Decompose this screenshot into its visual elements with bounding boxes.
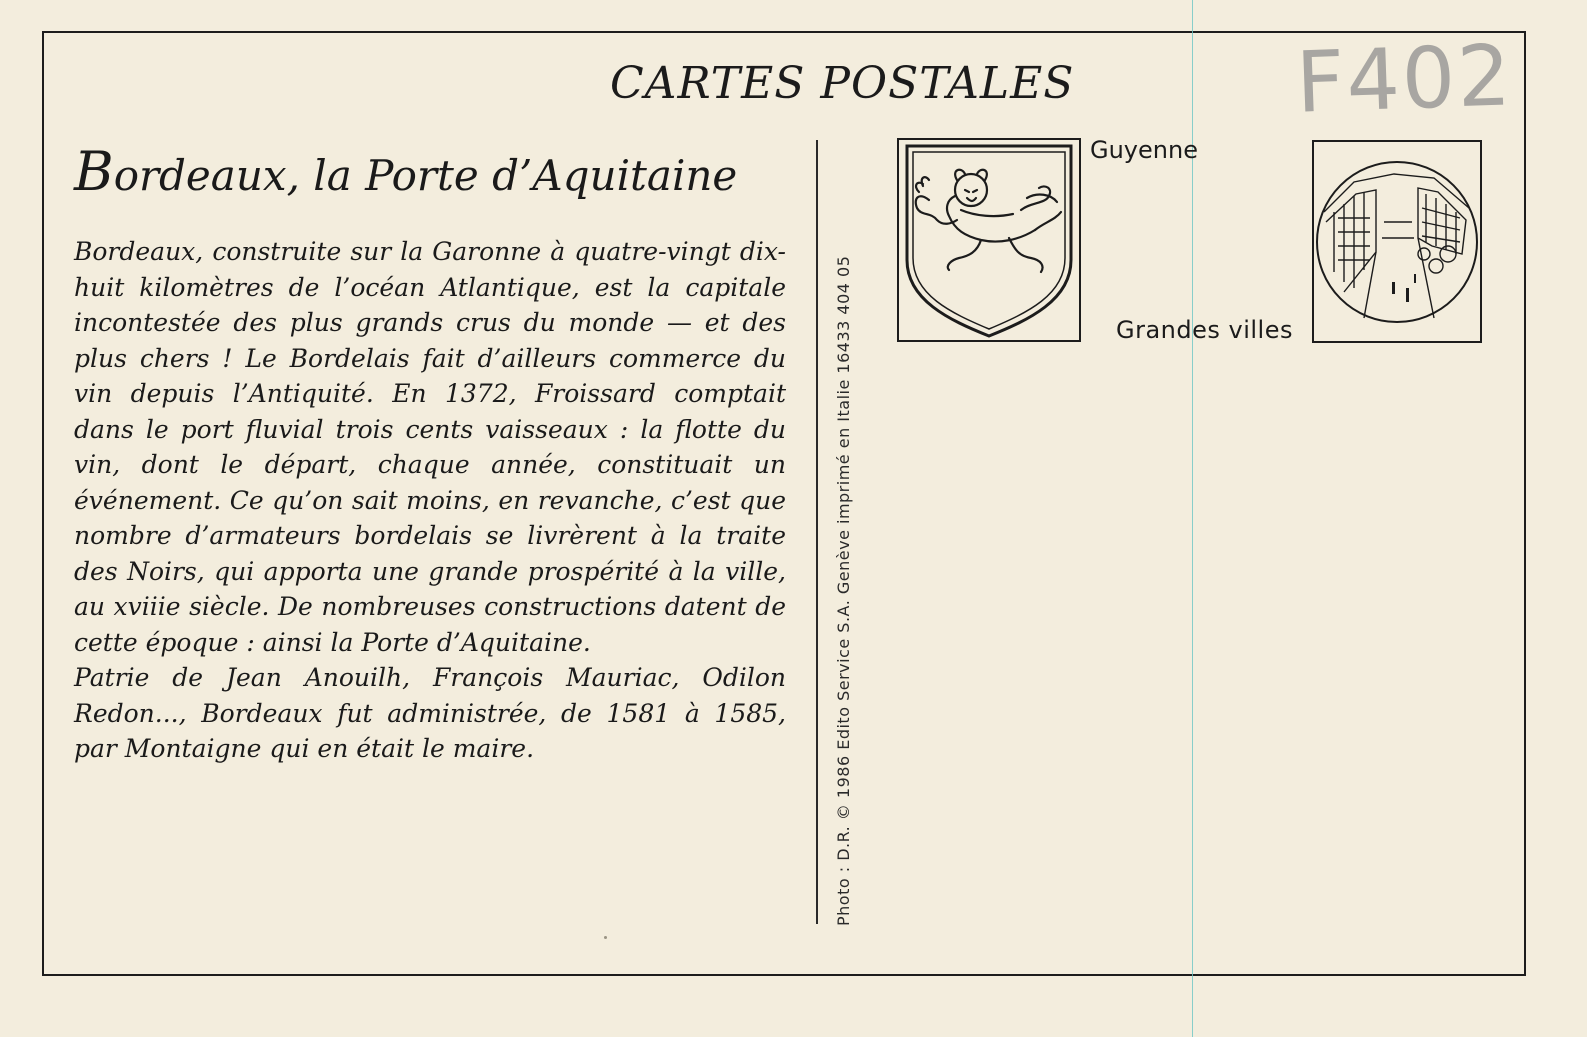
title-initial: B — [74, 140, 114, 203]
paper-speck — [604, 936, 607, 939]
handwritten-note: F402 — [1294, 26, 1515, 132]
series-label: Grandes villes — [1116, 316, 1293, 344]
article-paragraph-2: Patrie de Jean Anouilh, François Mauriac, Odilon Redon..., Bordeaux fut administrée, de 1581 à 1585, par Montaigne qui en était le maire. — [74, 663, 786, 763]
lion-shield-icon — [899, 140, 1079, 340]
divider-line — [816, 140, 818, 924]
title-rest: ordeaux, la Porte d’Aquitaine — [113, 151, 738, 200]
header-title: CARTES POSTALES — [610, 58, 1075, 109]
article-paragraph-1: Bordeaux, construite sur la Garonne à quatre-vingt dix-huit kilomètres de l’océan Atlantique, est la capitale incontestée des plus grands crus du monde — et des plus chers ! Le Bordelais fait d’ailleurs commerce du vin depuis l’Antiquité. En 1372, Froissard comptait dans le port fluvial trois cents vaisseaux : la flotte du vin, dont le départ, chaque année, constituait un événement. Ce qu’on sait moins, en revanche, c’est que nombre d’armateurs bordelais se livrèrent à la traite des Noirs, qui apporta une grande prospérité à la ville, au xviiie siècle. De nombreuses constructions datent de cette époque : ainsi la Porte d’Aquitaine. — [74, 237, 786, 657]
photo-credit: Photo : D.R. © 1986 Edito Service S.A. Genève imprimé en Italie 16433 404 05 — [834, 255, 853, 926]
article-body — [74, 234, 786, 767]
street-scene-icon — [1314, 142, 1480, 341]
region-label: Guyenne — [1090, 136, 1198, 164]
city-illustration-box — [1312, 140, 1482, 343]
coat-of-arms-box — [897, 138, 1081, 342]
article-title — [74, 140, 737, 203]
